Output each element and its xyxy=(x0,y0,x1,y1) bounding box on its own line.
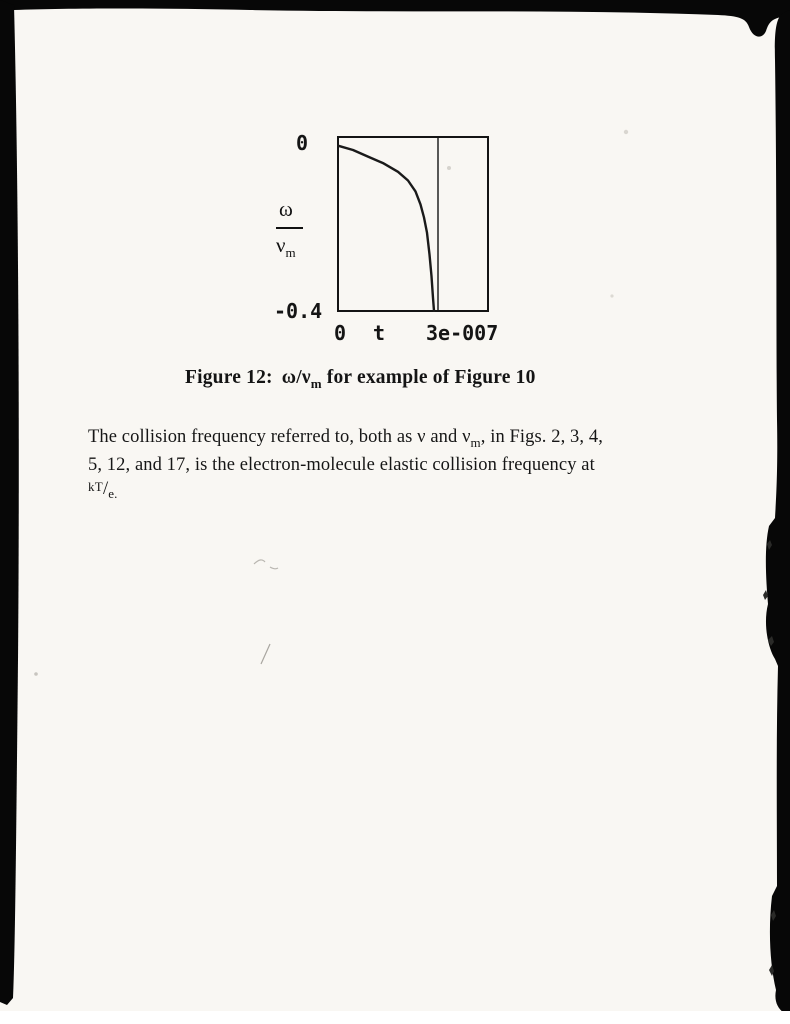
y-axis-tick-top: 0 xyxy=(296,131,309,155)
faint-speck-3 xyxy=(610,294,613,297)
fraction-bar xyxy=(276,227,303,229)
caption-suffix: for example of Figure 10 xyxy=(326,367,536,388)
x-axis-label: t xyxy=(373,321,386,345)
scan-bottom-white xyxy=(0,1011,790,1024)
nu-m-subscript: m xyxy=(470,435,481,450)
body-line-2: 5, 12, and 17, is the electron-molecule elastic collision frequency at xyxy=(88,455,595,476)
faint-speck-2 xyxy=(624,130,628,134)
plot-border xyxy=(338,137,488,311)
y-axis-tick-bottom: -0.4 xyxy=(274,299,323,323)
faint-speck-4 xyxy=(34,672,38,676)
kT-superscript: kT xyxy=(88,479,104,495)
scan-edge-top xyxy=(0,0,790,37)
caption-prefix: Figure 12: xyxy=(185,367,273,388)
e-subscript: e. xyxy=(108,486,118,502)
scan-edge-left xyxy=(0,0,19,1005)
body-line-1: The collision frequency referred to, both as ν and $\nu_m$, in Figs. 2, 3, 4, xyxy=(88,427,603,450)
body-paragraph xyxy=(88,426,688,506)
caption-symbol-sub: m xyxy=(310,376,322,391)
body-line-3: $kT/_{e.}$ xyxy=(88,479,118,502)
plot-canvas xyxy=(337,136,489,312)
scan-edge-right xyxy=(766,10,790,1014)
y-axis-label-denominator: $\nu_m$ xyxy=(276,233,296,260)
x-axis-tick-left: 0 xyxy=(334,321,347,345)
faint-squiggle-mark xyxy=(254,560,278,569)
y-axis-label xyxy=(276,197,312,264)
scan-streak-texture xyxy=(763,540,776,976)
caption-symbol: $\omega/\nu_m$ xyxy=(281,367,322,391)
faint-slash-mark xyxy=(261,644,270,664)
curve-line xyxy=(338,146,434,311)
y-axis-label-numerator: ω xyxy=(279,197,293,221)
figure-caption xyxy=(185,367,745,392)
x-axis-tick-right: 3e-007 xyxy=(426,321,499,345)
y-axis-label-denominator-sub: m xyxy=(285,245,296,260)
